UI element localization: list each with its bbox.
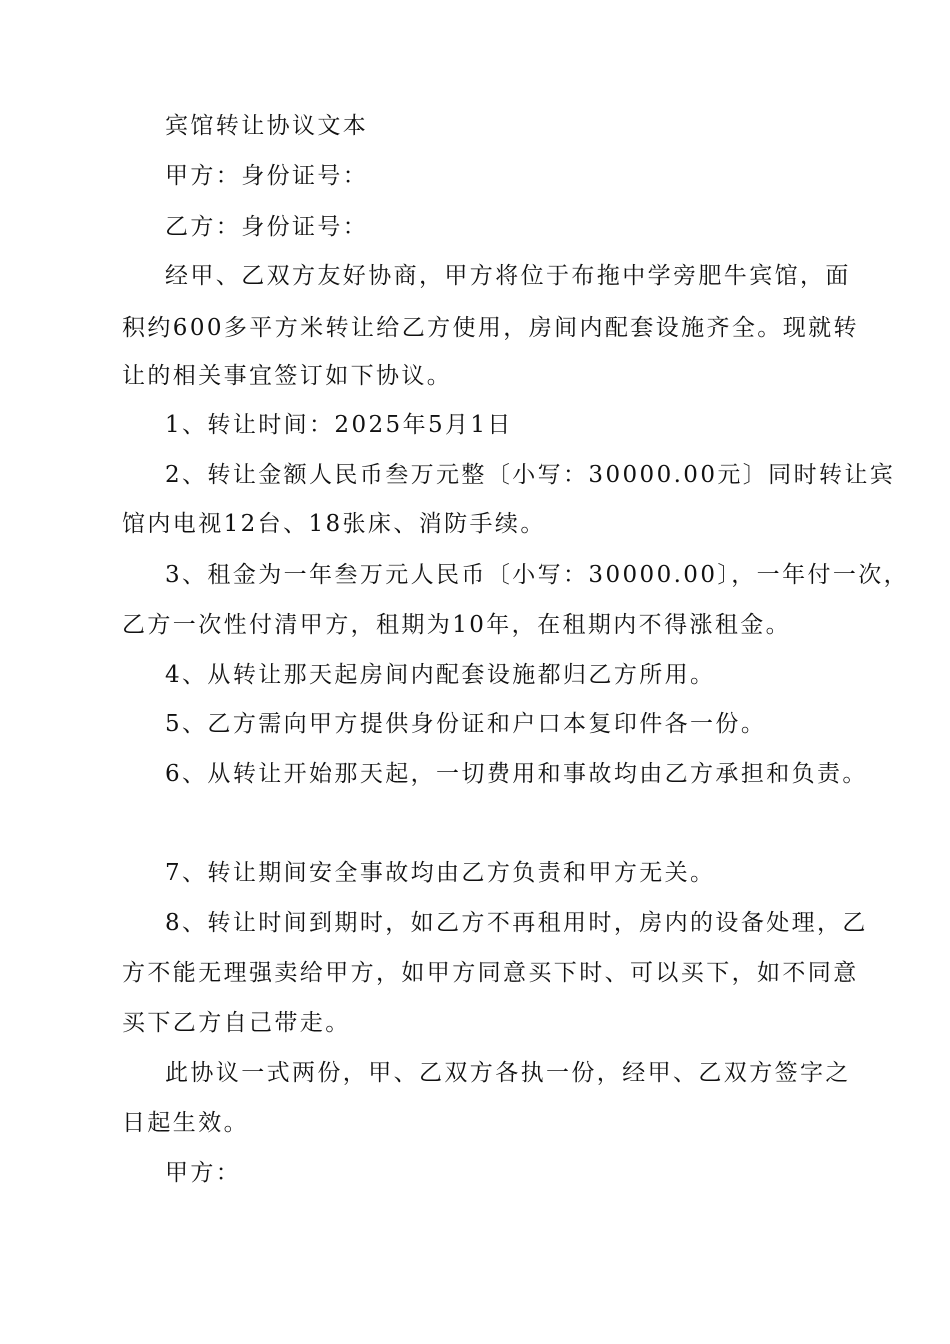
clause-8-line-2: 方不能无理强卖给甲方，如甲方同意买下时、可以买下，如不同意	[122, 960, 859, 986]
closing-line-2: 日起生效。	[122, 1110, 249, 1136]
clause-2-line-2: 馆内电视12台、18张床、消防手续。	[122, 511, 546, 537]
closing-line-1: 此协议一式两份，甲、乙双方各执一份，经甲、乙双方签字之	[165, 1060, 851, 1086]
clause-7: 7、转让期间安全事故均由乙方负责和甲方无关。	[165, 860, 716, 886]
intro-line-3: 让的相关事宜签订如下协议。	[122, 363, 453, 389]
clause-3-line-2: 乙方一次性付清甲方，租期为10年，在租期内不得涨租金。	[122, 612, 792, 638]
party-a-line: 甲方：身份证号：	[165, 163, 369, 189]
clause-4: 4、从转让那天起房间内配套设施都归乙方所用。	[165, 662, 716, 688]
intro-line-2: 积约600多平方米转让给乙方使用，房间内配套设施齐全。现就转	[122, 315, 859, 341]
clause-8-line-1: 8、转让时间到期时，如乙方不再租用时，房内的设备处理，乙	[165, 910, 868, 936]
clause-8-line-3: 买下乙方自己带走。	[122, 1010, 351, 1036]
signature-party-a: 甲方：	[165, 1160, 242, 1186]
party-b-line: 乙方：身份证号：	[165, 214, 369, 240]
intro-line-1: 经甲、乙双方友好协商，甲方将位于布拖中学旁肥牛宾馆，面	[165, 263, 851, 289]
clause-2-line-1: 2、转让金额人民币叁万元整〔小写：30000.00元〕同时转让宾	[165, 462, 896, 488]
clause-3-line-1: 3、租金为一年叁万元人民币〔小写：30000.00〕，一年付一次，	[165, 562, 910, 588]
document-title: 宾馆转让协议文本	[165, 113, 369, 139]
clause-5: 5、乙方需向甲方提供身份证和户口本复印件各一份。	[165, 711, 767, 737]
clause-6: 6、从转让开始那天起，一切费用和事故均由乙方承担和负责。	[165, 761, 868, 787]
clause-1: 1、转让时间：2025年5月1日	[165, 412, 513, 438]
